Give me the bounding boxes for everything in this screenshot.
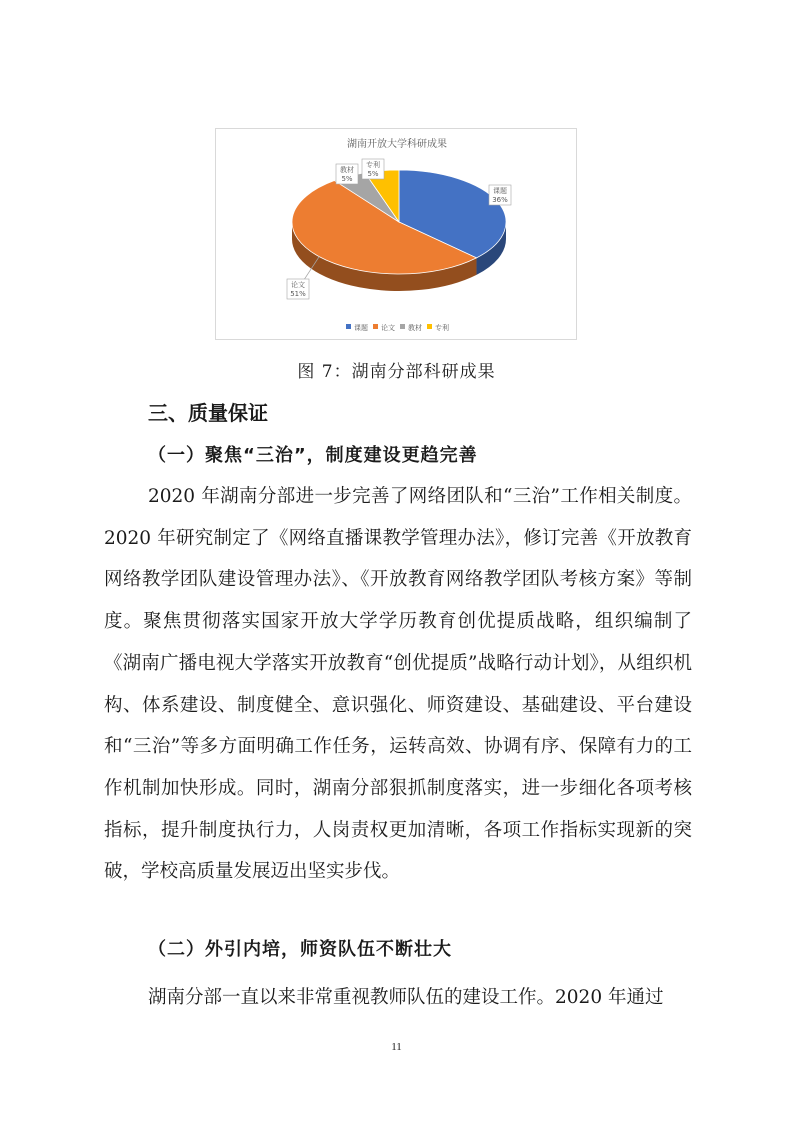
legend-swatch-课题 xyxy=(346,324,351,329)
legend-swatch-教材 xyxy=(400,324,405,329)
data-label-value-论文: 51% xyxy=(290,290,306,298)
paragraph-1: 2020 年湖南分部进一步完善了网络团队和“三治”工作相关制度。2020 年研究制定了《网络直播课教学管理办法》，修订完善《开放教育网络教学团队建设管理办法》、《开放教育网络教学团队考核方案》等制度。聚焦贯彻落实国家开放大学学历教育创优提质战略，组织编制了《湖南广播电视大学落实开放教育“创优提质”战略行动计划》，从组织机构、体系建设、制度健全、意识强化、师资建设、基础建设、平台建设和“三治”等多方面明确工作任务，运转高效、协调有序、保障有力的工作机制加快形成。同时，湖南分部狠抓制度落实，进一步细化各项考核指标，提升制度执行力，人岗责权更加清晰，各项工作指标实现新的突破，学校高质量发展迈出坚实步伐。 xyxy=(104,486,692,883)
legend-label-专利: 专利 xyxy=(435,324,449,332)
page-number: 11 xyxy=(391,1041,402,1053)
legend-label-课题: 课题 xyxy=(354,324,368,332)
data-label-value-专利: 5% xyxy=(367,170,379,178)
data-label-category-课题: 课题 xyxy=(493,187,507,195)
figure-caption: 图 7：湖南分部科研成果 xyxy=(297,362,496,382)
section-heading: 三、质量保证 xyxy=(148,401,268,425)
subsection-heading-1: （一）聚焦“三治”，制度建设更趋完善 xyxy=(148,445,478,466)
chart-title: 湖南开放大学科研成果 xyxy=(347,139,447,150)
data-label-value-课题: 36% xyxy=(492,196,508,204)
data-label-category-教材: 教材 xyxy=(340,166,354,174)
legend-swatch-专利 xyxy=(427,324,432,329)
subsection-heading-2: （二）外引内培，师资队伍不断壮大 xyxy=(148,939,452,960)
paragraph-2: 湖南分部一直以来非常重视教师队伍的建设工作。2020 年通过 xyxy=(148,987,664,1008)
legend-label-教材: 教材 xyxy=(408,324,422,332)
data-label-category-论文: 论文 xyxy=(291,281,305,289)
data-label-category-专利: 专利 xyxy=(366,161,380,169)
pie-chart-svg xyxy=(216,129,578,341)
data-label-value-教材: 5% xyxy=(341,175,353,183)
legend-swatch-论文 xyxy=(373,324,378,329)
pie-chart xyxy=(215,128,577,340)
legend-label-论文: 论文 xyxy=(381,324,395,332)
